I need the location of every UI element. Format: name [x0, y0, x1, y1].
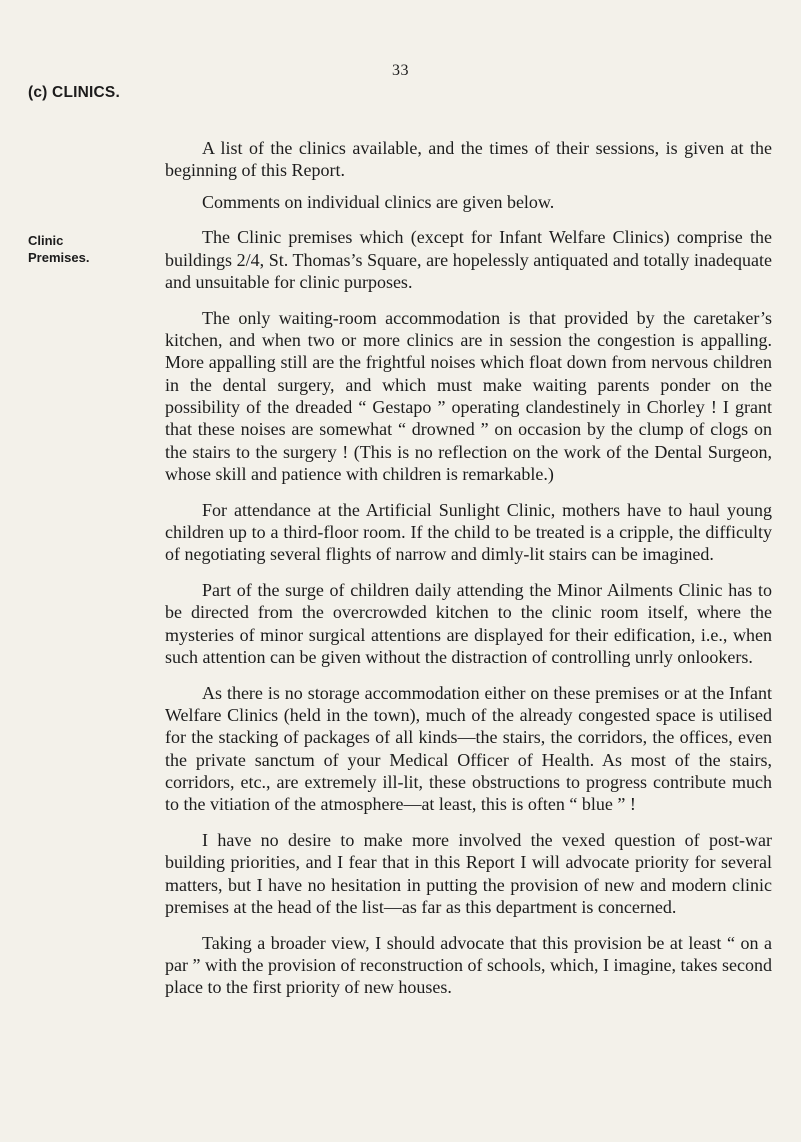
- body-text: [165, 137, 772, 1012]
- page-number: 33: [392, 62, 409, 79]
- paragraph: As there is no storage accommodation either on these premises or at the Infant Welfare Clinics (held in the town), much of the already congested space is utilised for the stacking of packages of all kinds—the stairs, the corridors, the offices, even the private sanctum of your Medical Officer of Health. As most of the stairs, corridors, etc., are extremely ill-lit, these obstructions to progress contribute much to the vitiation of the atmosphere—at least, this is often “ blue ” !: [165, 682, 772, 815]
- side-label-line: Premises.: [28, 250, 90, 265]
- paragraph: I have no desire to make more involved the vexed question of post-war building priorities, and I fear that in this Report I will advocate priority for several matters, but I have no hesitation in putting the provision of new and modern clinic premises at the head of the list—as far as this department is concerned.: [165, 830, 772, 917]
- side-label: [28, 232, 89, 266]
- side-label-line: Clinic: [28, 233, 64, 248]
- paragraph: Part of the surge of children daily attending the Minor Ailments Clinic has to be directed from the overcrowded kitchen to the clinic room itself, where the mysteries of minor surgical attentions are displayed for their edification, i.e., when such attention can be given without the distraction of controlling unrly onlookers.: [165, 580, 772, 667]
- paragraph: The Clinic premises which (except for Infant Welfare Clinics) comprise the buildings 2/4, St. Thomas’s Square, are hopelessly antiquated and totally inadequate and unsuitable for clinic purposes.: [165, 227, 772, 292]
- paragraph: The only waiting-room accommodation is that provided by the caretaker’s kitchen, and when two or more clinics are in session the congestion is appalling. More appalling still are the frightful noises which float down from nervous children in the dental surgery, and which must make waiting parents ponder on the possibility of the dreaded “ Gestapo ” operating clandestinely in Chorley ! I grant that these noises are somewhat “ drowned ” on occasion by the clump of clogs on the stairs to the surgery ! (This is no reflection on the work of the Dental Surgeon, whose skill and patience with children is remarkable.): [165, 307, 772, 484]
- section-heading: (c) CLINICS.: [28, 84, 120, 101]
- paragraph: Taking a broader view, I should advocate that this provision be at least “ on a par ” with the provision of reconstruction of schools, which, I imagine, takes second place to the first priority of new houses.: [165, 932, 772, 998]
- paragraph: A list of the clinics available, and the times of their sessions, is given at the beginning of this Report.: [165, 138, 772, 181]
- paragraph: For attendance at the Artificial Sunlight Clinic, mothers have to haul young children up to a third-floor room. If the child to be treated is a cripple, the difficulty of negotiating several flights of narrow and dimly-lit stairs can be imagined.: [165, 499, 772, 565]
- paragraph: Comments on individual clinics are given below.: [202, 191, 555, 212]
